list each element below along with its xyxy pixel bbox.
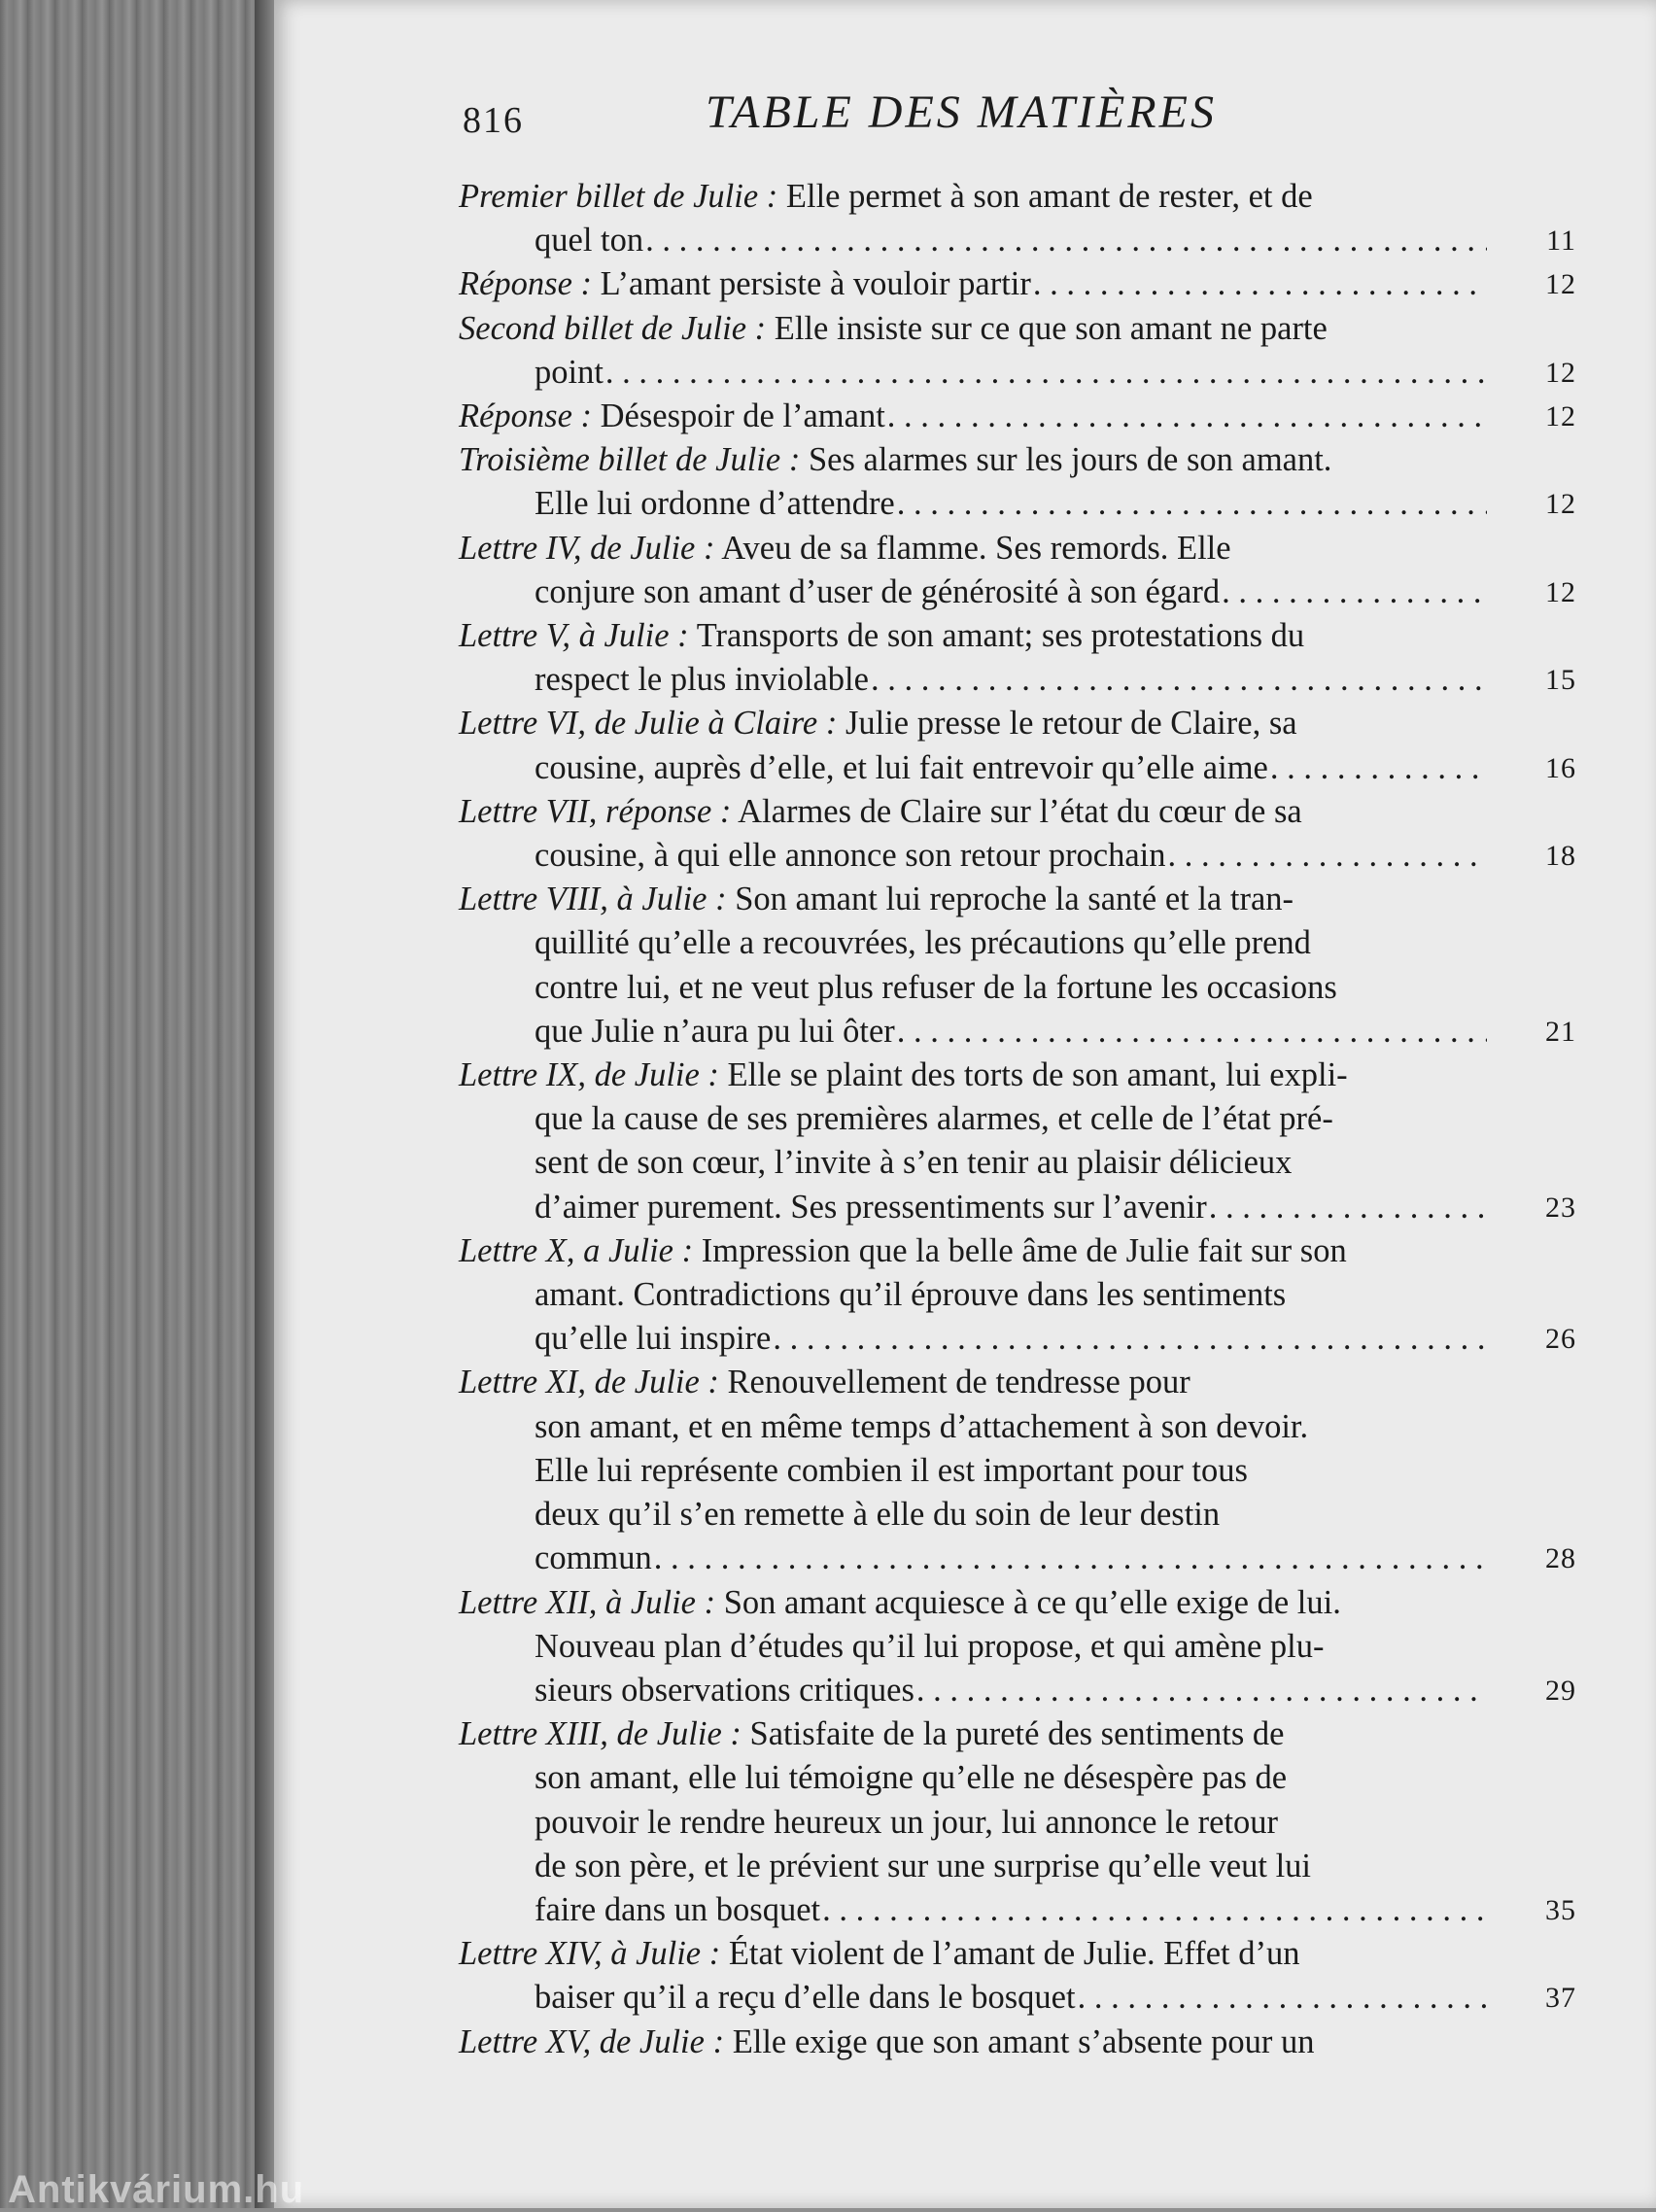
toc-entry-label: Lettre X, a Julie : <box>459 1231 694 1269</box>
toc-entry-text <box>459 1054 1487 1229</box>
toc-entry-description: Désespoir de l’amant <box>600 397 885 435</box>
toc-entry-label: Lettre VI, de Julie à Claire : <box>459 705 838 743</box>
toc-entry <box>459 1054 1576 1229</box>
toc-entry-label: Lettre XI, de Julie : <box>459 1364 719 1401</box>
page-number: 816 <box>463 100 524 141</box>
toc-page-number: 23 <box>1545 1191 1576 1224</box>
toc-entry <box>459 790 1576 878</box>
toc-entry-description: Transports de son amant; ses protestations du <box>696 617 1305 655</box>
toc-entry <box>459 1932 1576 2020</box>
toc-entry <box>459 527 1576 614</box>
toc-entry-continuation: d’aimer purement. Ses pressentiments sur l’avenir <box>535 1188 1207 1226</box>
toc-page-number: 29 <box>1545 1674 1576 1707</box>
toc-entry <box>459 2021 1576 2064</box>
dot-leader <box>822 1888 1487 1932</box>
toc-entry-text <box>459 1712 1487 1932</box>
toc-entry-text <box>459 1229 1487 1362</box>
toc-entry-continuation: point <box>535 353 604 391</box>
toc-page-number: 12 <box>1545 488 1576 521</box>
toc-page-number: 21 <box>1545 1015 1576 1048</box>
toc-entry-label: Lettre XIV, à Julie : <box>459 1935 721 1973</box>
toc-entry <box>459 262 1576 306</box>
toc-page-number: 37 <box>1545 1982 1576 2015</box>
watermark: Antikvárium.hu <box>8 2168 305 2211</box>
dot-leader <box>1270 746 1487 790</box>
toc-entry-continuation: quillité qu’elle a recouvrées, les précautions qu’elle prend <box>535 924 1311 962</box>
toc-page-number: 35 <box>1545 1893 1576 1926</box>
book-page <box>274 0 1656 2208</box>
toc-entry-label: Lettre V, à Julie : <box>459 617 689 655</box>
toc-entry-label: Premier billet de Julie : <box>459 178 778 215</box>
toc-entry-text <box>459 1932 1487 2020</box>
toc-page-number: 16 <box>1545 751 1576 784</box>
toc-entry-description: État violent de l’amant de Julie. Effet d’un <box>728 1935 1300 1973</box>
toc-entry-description: Aveu de sa flamme. Ses remords. Elle <box>721 529 1231 567</box>
toc-page-number: 12 <box>1545 268 1576 301</box>
toc-entry-continuation: quel ton <box>535 222 644 259</box>
toc-page-number: 12 <box>1545 356 1576 389</box>
toc-entry <box>459 175 1576 262</box>
dot-leader <box>1222 570 1487 614</box>
toc-entry-continuation: pouvoir le rendre heureux un jour, lui annonce le retour <box>535 1803 1279 1841</box>
toc-entry-label: Lettre XV, de Julie : <box>459 2022 725 2060</box>
toc-entry-description: Elle exige que son amant s’absente pour un <box>732 2022 1315 2060</box>
toc-entry-text <box>459 262 1487 306</box>
toc-page-number: 15 <box>1545 664 1576 697</box>
dot-leader <box>645 219 1487 262</box>
toc-entry-continuation: faire dans un bosquet <box>535 1890 821 1928</box>
toc-entry-text <box>459 438 1487 526</box>
toc-entry <box>459 1361 1576 1580</box>
dot-leader <box>1078 1976 1487 2020</box>
toc-page-number: 18 <box>1545 840 1576 873</box>
toc-entry-continuation: son amant, elle lui témoigne qu’elle ne désespère pas de <box>535 1759 1288 1797</box>
toc-entry-text <box>459 878 1487 1054</box>
toc-entry-description: Julie presse le retour de Claire, sa <box>845 705 1297 743</box>
toc-page-number: 26 <box>1545 1323 1576 1356</box>
toc-entry-continuation: Elle lui représente combien il est important pour tous <box>535 1451 1248 1489</box>
dot-leader <box>871 658 1487 702</box>
toc-page-number: 12 <box>1545 575 1576 608</box>
toc-entry-label: Lettre IV, de Julie : <box>459 529 715 567</box>
toc-entry-continuation: de son père, et le prévient sur une surprise qu’elle veut lui <box>535 1847 1311 1884</box>
toc-entry <box>459 395 1576 438</box>
toc-entry-description: Son amant lui reproche la santé et la tran- <box>735 881 1294 918</box>
page-title: TABLE DES MATIÈRES <box>706 86 1217 138</box>
toc-entry-description: Elle permet à son amant de rester, et de <box>785 178 1313 215</box>
toc-entry-label: Réponse : <box>459 397 592 435</box>
toc-entry-text <box>459 614 1487 702</box>
toc-entry-continuation: Elle lui ordonne d’attendre <box>535 485 895 523</box>
toc-entry-label: Lettre VII, réponse : <box>459 792 732 830</box>
dot-leader <box>897 1010 1487 1054</box>
toc-entry <box>459 438 1576 526</box>
toc-entry-label: Lettre IX, de Julie : <box>459 1056 719 1094</box>
toc-entry-text <box>459 527 1487 614</box>
toc-entry-description: Son amant acquiesce à ce qu’elle exige de lui. <box>723 1583 1341 1621</box>
toc-entry-continuation: sent de son cœur, l’invite à s’en tenir au plaisir délicieux <box>535 1144 1293 1182</box>
toc-entry-label: Réponse : <box>459 265 592 303</box>
toc-entry <box>459 614 1576 702</box>
toc-entry-text <box>459 2021 1487 2064</box>
dot-leader <box>773 1317 1487 1361</box>
toc-entry-continuation: que Julie n’aura pu lui ôter <box>535 1012 895 1050</box>
toc-entry <box>459 1712 1576 1932</box>
toc-entry-text <box>459 1581 1487 1713</box>
toc-entry-continuation: commun <box>535 1539 652 1577</box>
toc-entry <box>459 878 1576 1054</box>
toc-entry-label: Lettre XII, à Julie : <box>459 1583 716 1621</box>
toc-entry <box>459 702 1576 789</box>
toc-entry-continuation: sieurs observations critiques <box>535 1671 914 1709</box>
toc-entry-text <box>459 307 1487 395</box>
book-binding-shadow <box>0 0 260 2208</box>
toc-entry-label: Lettre VIII, à Julie : <box>459 881 727 918</box>
toc-entry <box>459 1581 1576 1713</box>
toc-entry-description: Elle insiste sur ce que son amant ne parte <box>774 309 1328 347</box>
toc-entry-continuation: baiser qu’il a reçu d’elle dans le bosquet <box>535 1979 1076 2017</box>
running-head <box>463 86 1532 154</box>
toc-entry-continuation: cousine, auprès d’elle, et lui fait entrevoir qu’elle aime <box>535 748 1268 786</box>
toc-entry-text <box>459 790 1487 878</box>
toc-entry-label: Troisième billet de Julie : <box>459 441 801 479</box>
dot-leader <box>605 351 1487 395</box>
toc-page-number: 12 <box>1545 400 1576 433</box>
toc-entry-text <box>459 395 1487 438</box>
toc-entry-label: Lettre XIII, de Julie : <box>459 1715 742 1753</box>
toc-entry-label: Second billet de Julie : <box>459 309 767 347</box>
toc-entry-continuation: conjure son amant d’user de générosité à son égard <box>535 572 1221 610</box>
toc-entry-continuation: respect le plus inviolable <box>535 661 869 699</box>
toc-entry-description: Elle se plaint des torts de son amant, lui expli- <box>727 1056 1348 1094</box>
dot-leader <box>897 482 1487 526</box>
dot-leader <box>1168 834 1487 878</box>
toc-entry <box>459 307 1576 395</box>
dot-leader <box>887 395 1487 438</box>
toc-entry-continuation: son amant, et en même temps d’attachement à son devoir. <box>535 1407 1309 1445</box>
dot-leader <box>1033 262 1487 306</box>
toc-entry-text <box>459 1361 1487 1580</box>
toc-entry-continuation: amant. Contradictions qu’il éprouve dans les sentiments <box>535 1276 1287 1314</box>
toc-entry-description: Ses alarmes sur les jours de son amant. <box>808 441 1332 479</box>
toc-entry-continuation: contre lui, et ne veut plus refuser de la fortune les occasions <box>535 968 1337 1006</box>
dot-leader <box>654 1537 1487 1580</box>
toc-entry-continuation: que la cause de ses premières alarmes, et celle de l’état pré- <box>535 1100 1333 1138</box>
toc-entry-text <box>459 175 1487 262</box>
toc-entry-description: L’amant persiste à vouloir partir <box>600 265 1031 303</box>
table-of-contents <box>459 175 1576 2064</box>
toc-entry <box>459 1229 1576 1362</box>
toc-entry-continuation: cousine, à qui elle annonce son retour prochain <box>535 837 1166 875</box>
toc-entry-description: Impression que la belle âme de Julie fait sur son <box>701 1231 1347 1269</box>
toc-entry-description: Renouvellement de tendresse pour <box>727 1364 1190 1401</box>
toc-entry-continuation: qu’elle lui inspire <box>535 1320 772 1358</box>
toc-entry-description: Alarmes de Claire sur l’état du cœur de sa <box>738 792 1302 830</box>
toc-entry-text <box>459 702 1487 789</box>
toc-page-number: 28 <box>1545 1542 1576 1575</box>
dot-leader <box>916 1669 1487 1712</box>
toc-entry-continuation: deux qu’il s’en remette à elle du soin de leur destin <box>535 1496 1221 1534</box>
dot-leader <box>1209 1186 1487 1229</box>
toc-entry-continuation: Nouveau plan d’études qu’il lui propose, et qui amène plu- <box>535 1627 1325 1665</box>
toc-entry-description: Satisfaite de la pureté des sentiments de <box>749 1715 1285 1753</box>
toc-page-number: 11 <box>1546 225 1576 258</box>
